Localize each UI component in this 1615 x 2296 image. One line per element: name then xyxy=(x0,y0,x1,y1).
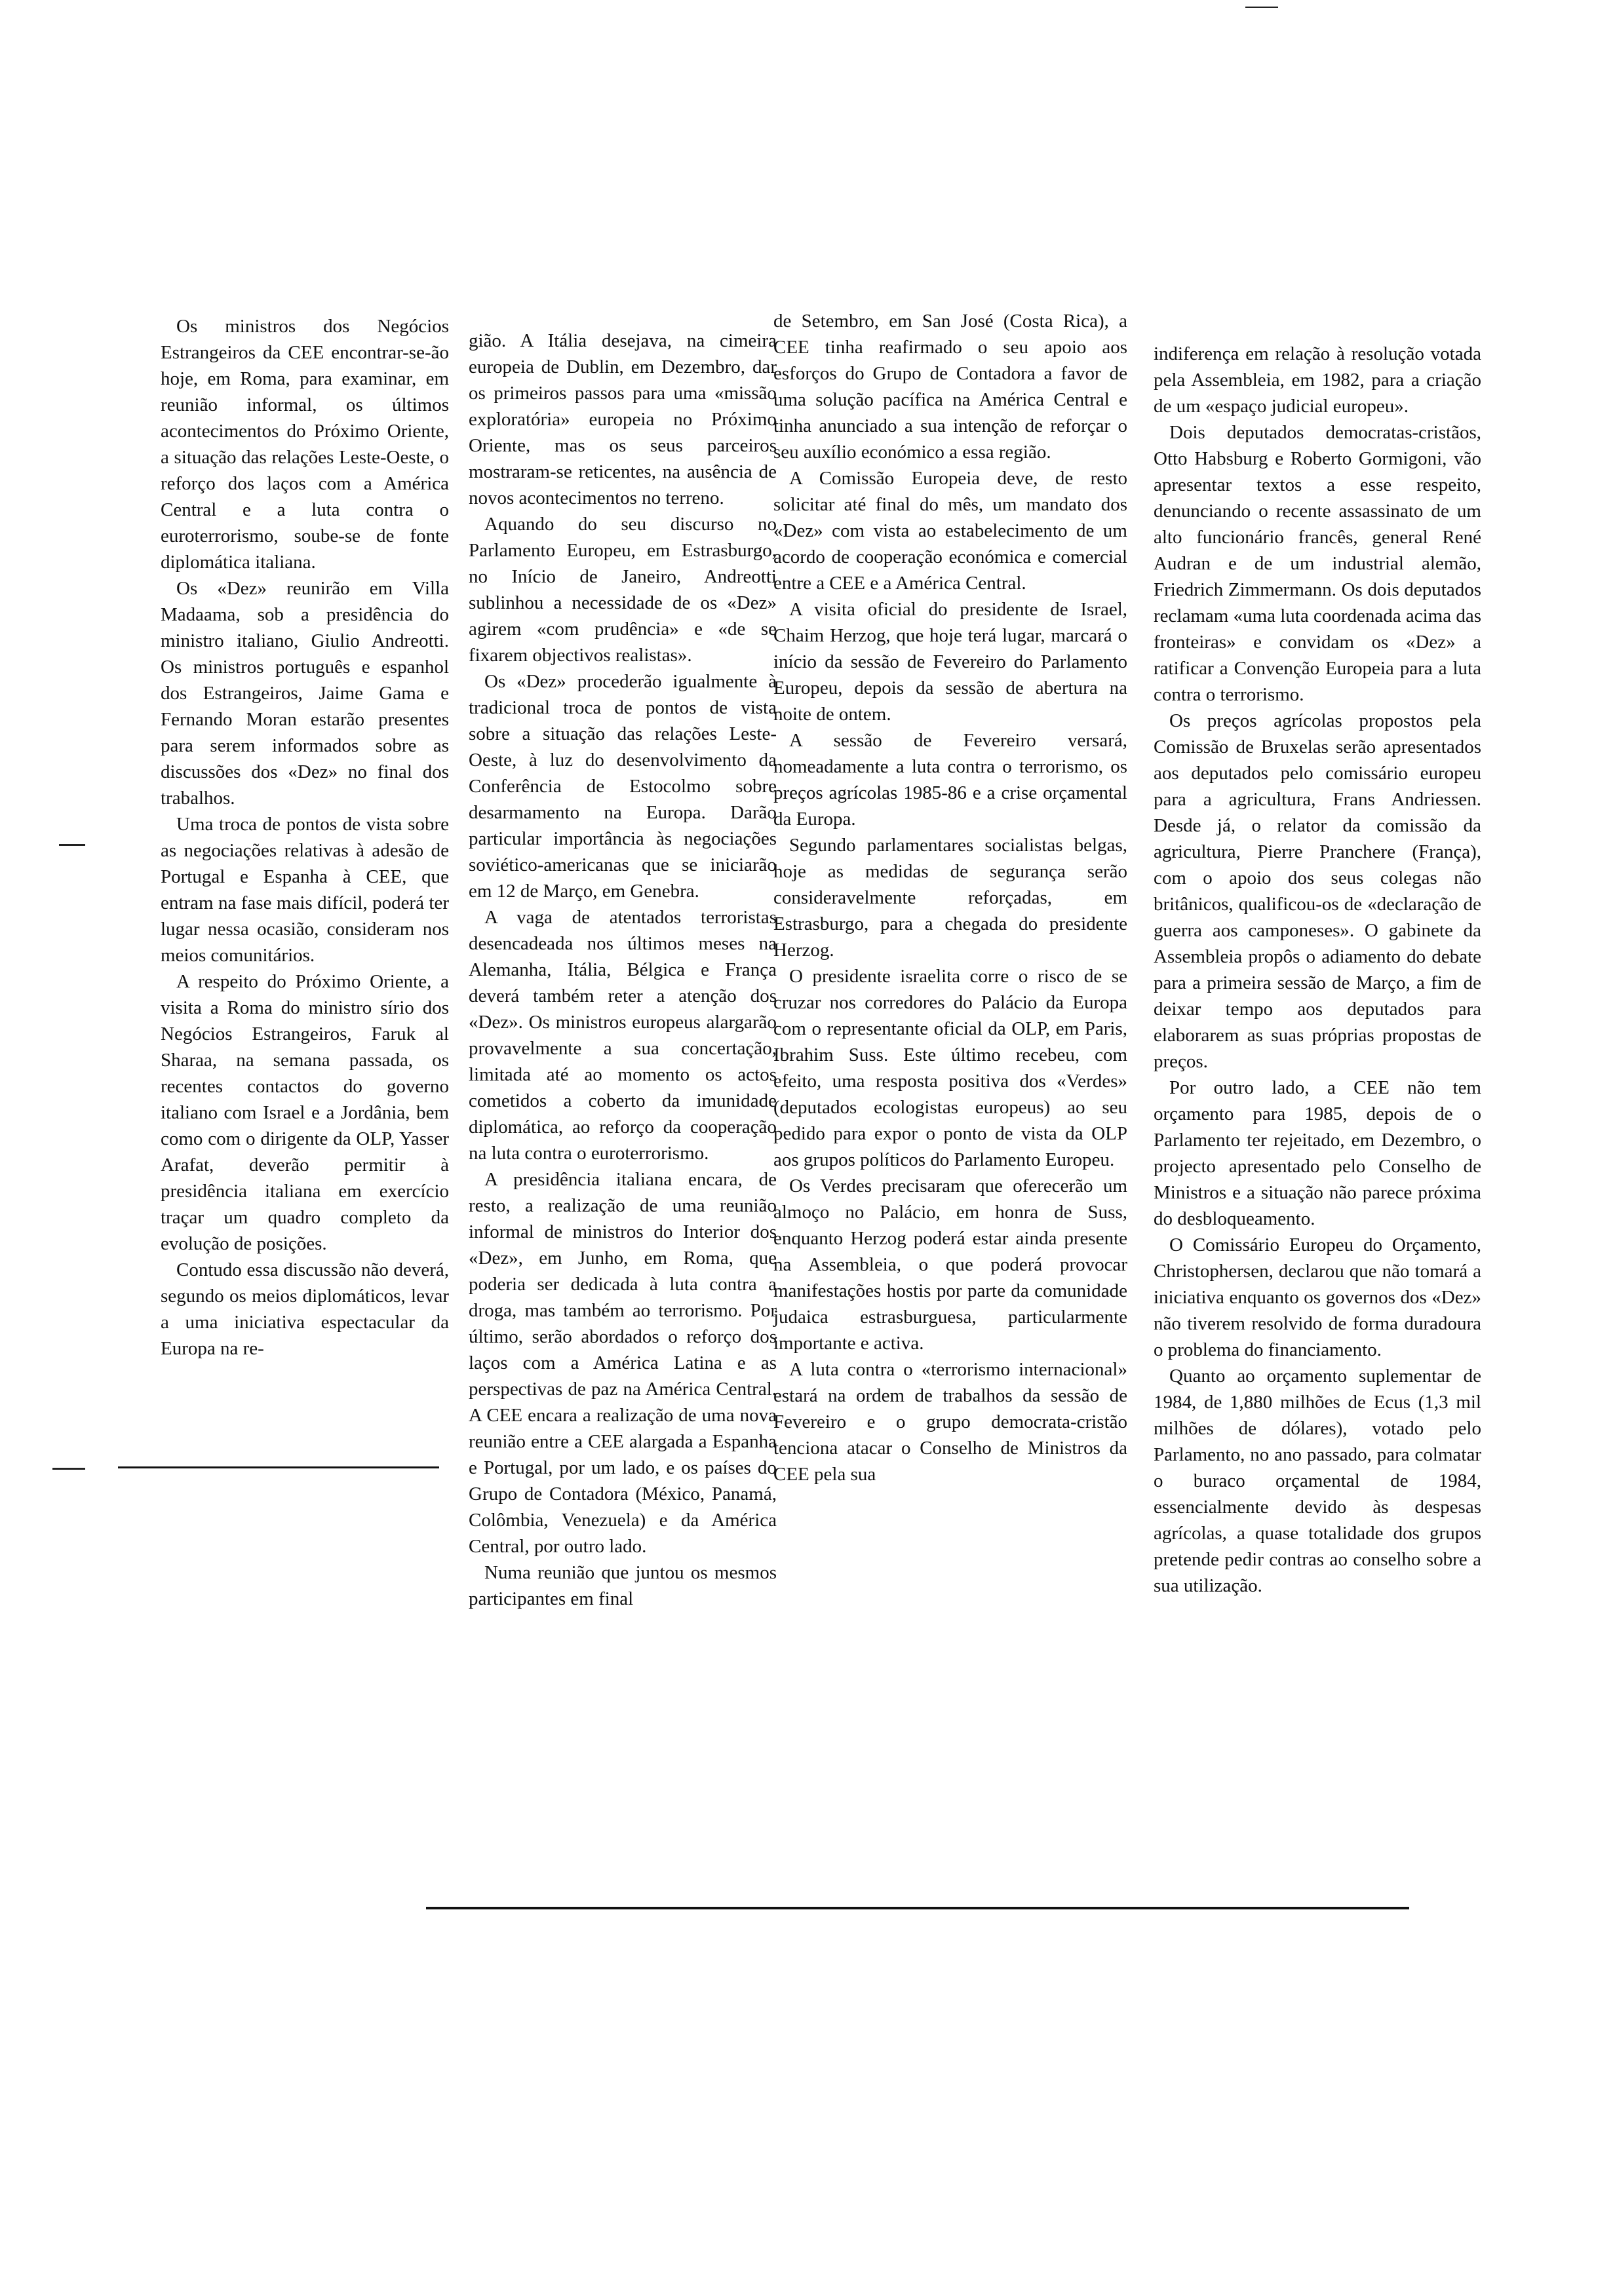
article-paragraph: Dois deputados democratas-cristãos, Otto Habsburg e Roberto Gormigoni, vão apresentar textos a esse respeito, denunciando o recente assassinato de um alto funcionário francês, general René Audran e de um industrial alemão, Friedrich Zimmermann. Os dois deputados reclamam «uma luta coordenada acima das fronteiras» e convidam os «Dez» a ratificar a Convenção Europeia para a luta contra o terrorismo. xyxy=(1154,422,1482,705)
article-paragraph: A presidência italiana encara, de resto, a realização de uma reunião informal de ministros do Interior dos «Dez», em Junho, em Roma, que poderia ser dedicada à luta contra a droga, mas também ao terrorismo. Por último, serão abordados o reforço dos laços com a América Latina e as perspectivas de paz na América Central. A CEE encara a realização de uma nova reunião entre a CEE alargada a Espanha e Portugal, por um lado, e os países do Grupo de Contadora (México, Panamá, Colômbia, Venezuela) e da América Central, por outro lado. xyxy=(469,1169,777,1557)
article-column-4 xyxy=(1154,341,1481,1599)
article-paragraph: Numa reunião que juntou os mesmos participantes em final xyxy=(469,1562,777,1609)
article-bottom-rule xyxy=(426,1907,1409,1909)
article-paragraph: A sessão de Fevereiro versará, nomeadamente a luta contra o terrorismo, os preços agrícolas 1985-86 e a crise orçamental da Europa. xyxy=(773,730,1127,830)
article-paragraph: Por outro lado, a CEE não tem orçamento para 1985, depois de o Parlamento ter rejeitado, em Dezembro, o projecto apresentado pelo Conselho de Ministros e a situação não parece próxima do desbloqueamento. xyxy=(1154,1077,1481,1229)
article-paragraph: Os ministros dos Negócios Estrangeiros da CEE encontrar-se-ão hoje, em Roma, para examinar, em reunião informal, os últimos acontecimentos do Próximo Oriente, a situação das relações Leste-Oeste, o reforço dos laços com a América Central e a luta contra o euroterrorismo, soube-se de fonte diplomática italiana. xyxy=(161,316,449,573)
column-1-end-rule xyxy=(118,1466,439,1468)
article-column-2 xyxy=(469,328,777,1612)
article-paragraph: Uma troca de pontos de vista sobre as negociações relativas à adesão de Portugal e Espanha à CEE, que entram na fase mais difícil, poderá ter lugar nessa ocasião, consideram nos meios comunitários. xyxy=(161,814,449,966)
article-paragraph: Quanto ao orçamento suplementar de 1984, de 1,880 milhões de Ecus (1,3 mil milhões de dólares), votado pelo Parlamento, no ano passado, para colmatar o buraco orçamental de 1984, essencialmente devido às despesas agrícolas, a quase totalidade dos grupos pretende pedir contras ao conselho sobre a sua utilização. xyxy=(1154,1366,1481,1596)
article-paragraph: Os Verdes precisaram que oferecerão um almoço no Palácio, em honra de Suss, enquanto Herzog poderá estar ainda presente na Assembleia, o que poderá provocar manifestações hostis por parte da comunidade judaica estrasburguesa, particularmente importante e activa. xyxy=(773,1176,1127,1354)
article-column-3 xyxy=(773,308,1127,1487)
scan-mark-top-right xyxy=(1245,7,1278,8)
article-paragraph: Os «Dez» procederão igualmente à tradicional troca de pontos de vista sobre a situação das relações Leste-Oeste, à luz do desenvolvimento da Conferência de Estocolmo sobre desarmamento na Europa. Darão particular importância às negociações soviético-americanas que se iniciarão em 12 de Março, em Genebra. xyxy=(469,671,777,902)
article-paragraph: Contudo essa discussão não deverá, segundo os meios diplomáticos, levar a uma iniciativa espectacular da Europa na re- xyxy=(161,1259,449,1359)
article-paragraph: A Comissão Europeia deve, de resto solicitar até final do mês, um mandato dos «Dez» com vista ao estabelecimento de um acordo de cooperação económica e comercial entre a CEE e a América Central. xyxy=(773,468,1127,594)
scan-mark-left-2 xyxy=(52,1468,85,1470)
article-paragraph: de Setembro, em San José (Costa Rica), a CEE tinha reafirmado o seu apoio aos esforços do Grupo de Contadora a favor de uma solução pacífica na América Central e tinha anunciado a sua intenção de reforçar o seu auxílio económico a essa região. xyxy=(773,311,1127,463)
article-paragraph: Os preços agrícolas propostos pela Comissão de Bruxelas serão apresentados aos deputados pelo comissário europeu para a agricultura, Frans Andriessen. Desde já, o relator da comissão da agricultura, Pierre Pranchere (França), com o apoio dos seus colegas não britânicos, qualificou-os de «declaração de guerra aos camponeses». O gabinete da Assembleia propôs o adiamento do debate para a primeira sessão de Março, a fim de deixar tempo aos deputados para elaborarem as suas próprias propostas de preços. xyxy=(1154,710,1481,1072)
article-paragraph: O Comissário Europeu do Orçamento, Christophersen, declarou que não tomará a iniciativa enquanto os governos dos «Dez» não tiverem resolvido de forma duradoura o problema do financiamento. xyxy=(1154,1234,1481,1360)
article-paragraph: A luta contra o «terrorismo internacional» estará na ordem de trabalhos da sessão de Fevereiro e o grupo democrata-cristão tenciona atacar o Conselho de Ministros da CEE pela sua xyxy=(773,1359,1127,1485)
article-paragraph: A visita oficial do presidente de Israel, Chaim Herzog, que hoje terá lugar, marcará o início da sessão de Fevereiro do Parlamento Europeu, depois da sessão de abertura na noite de ontem. xyxy=(773,599,1127,725)
article-paragraph: Os «Dez» reunirão em Villa Madaama, sob a presidência do ministro italiano, Giulio Andreotti. Os ministros português e espanhol dos Estrangeiros, Jaime Gama e Fernando Moran estarão presentes para serem informados sobre as discussões dos «Dez» no final dos trabalhos. xyxy=(161,578,449,809)
article-paragraph: Aquando do seu discurso no Parlamento Europeu, em Estrasburgo, no Início de Janeiro, Andreotti sublinhou a necessidade de os «Dez» agirem «com prudência» e «de se fixarem objectivos realistas». xyxy=(469,514,777,666)
article-paragraph: A respeito do Próximo Oriente, a visita a Roma do ministro sírio dos Negócios Estrangeiros, Faruk al Sharaa, na semana passada, os recentes contactos do governo italiano com Israel e a Jordânia, bem como com o dirigente da OLP, Yasser Arafat, deverão permitir à presidência italiana em exercício traçar um quadro completo da evolução de posições. xyxy=(161,971,449,1254)
article-column-1 xyxy=(161,313,449,1362)
article-paragraph: O presidente israelita corre o risco de se cruzar nos corredores do Palácio da Europa com o representante oficial da OLP, em Paris, Ibrahim Suss. Este último recebeu, com efeito, uma resposta positiva dos «Verdes» (deputados ecologistas europeus) ao seu pedido para expor o ponto de vista da OLP aos grupos políticos do Parlamento Europeu. xyxy=(773,966,1127,1170)
article-paragraph: Segundo parlamentares socialistas belgas, hoje as medidas de segurança serão consideravelmente reforçadas, em Estrasburgo, para a chegada do presidente Herzog. xyxy=(773,835,1127,961)
article-paragraph: indiferença em relação à resolução votada pela Assembleia, em 1982, para a criação de um «espaço judicial europeu». xyxy=(1154,343,1481,417)
article-paragraph: gião. A Itália desejava, na cimeira europeia de Dublin, em Dezembro, dar os primeiros passos para uma «missão exploratória» europeia no Próximo Oriente, mas os seus parceiros mostraram-se reticentes, na ausência de novos acontecimentos no terreno. xyxy=(469,330,777,508)
scan-mark-left-1 xyxy=(59,844,85,846)
article-paragraph: A vaga de atentados terroristas desencadeada nos últimos meses na Alemanha, Itália, Bélgica e França deverá também reter a atenção dos «Dez». Os ministros europeus alargarão provavelmente a sua concertação, limitada até ao momento os actos cometidos a coberto da imunidade diplomática, ao reforço da cooperação na luta contra o euroterrorismo. xyxy=(469,907,777,1164)
